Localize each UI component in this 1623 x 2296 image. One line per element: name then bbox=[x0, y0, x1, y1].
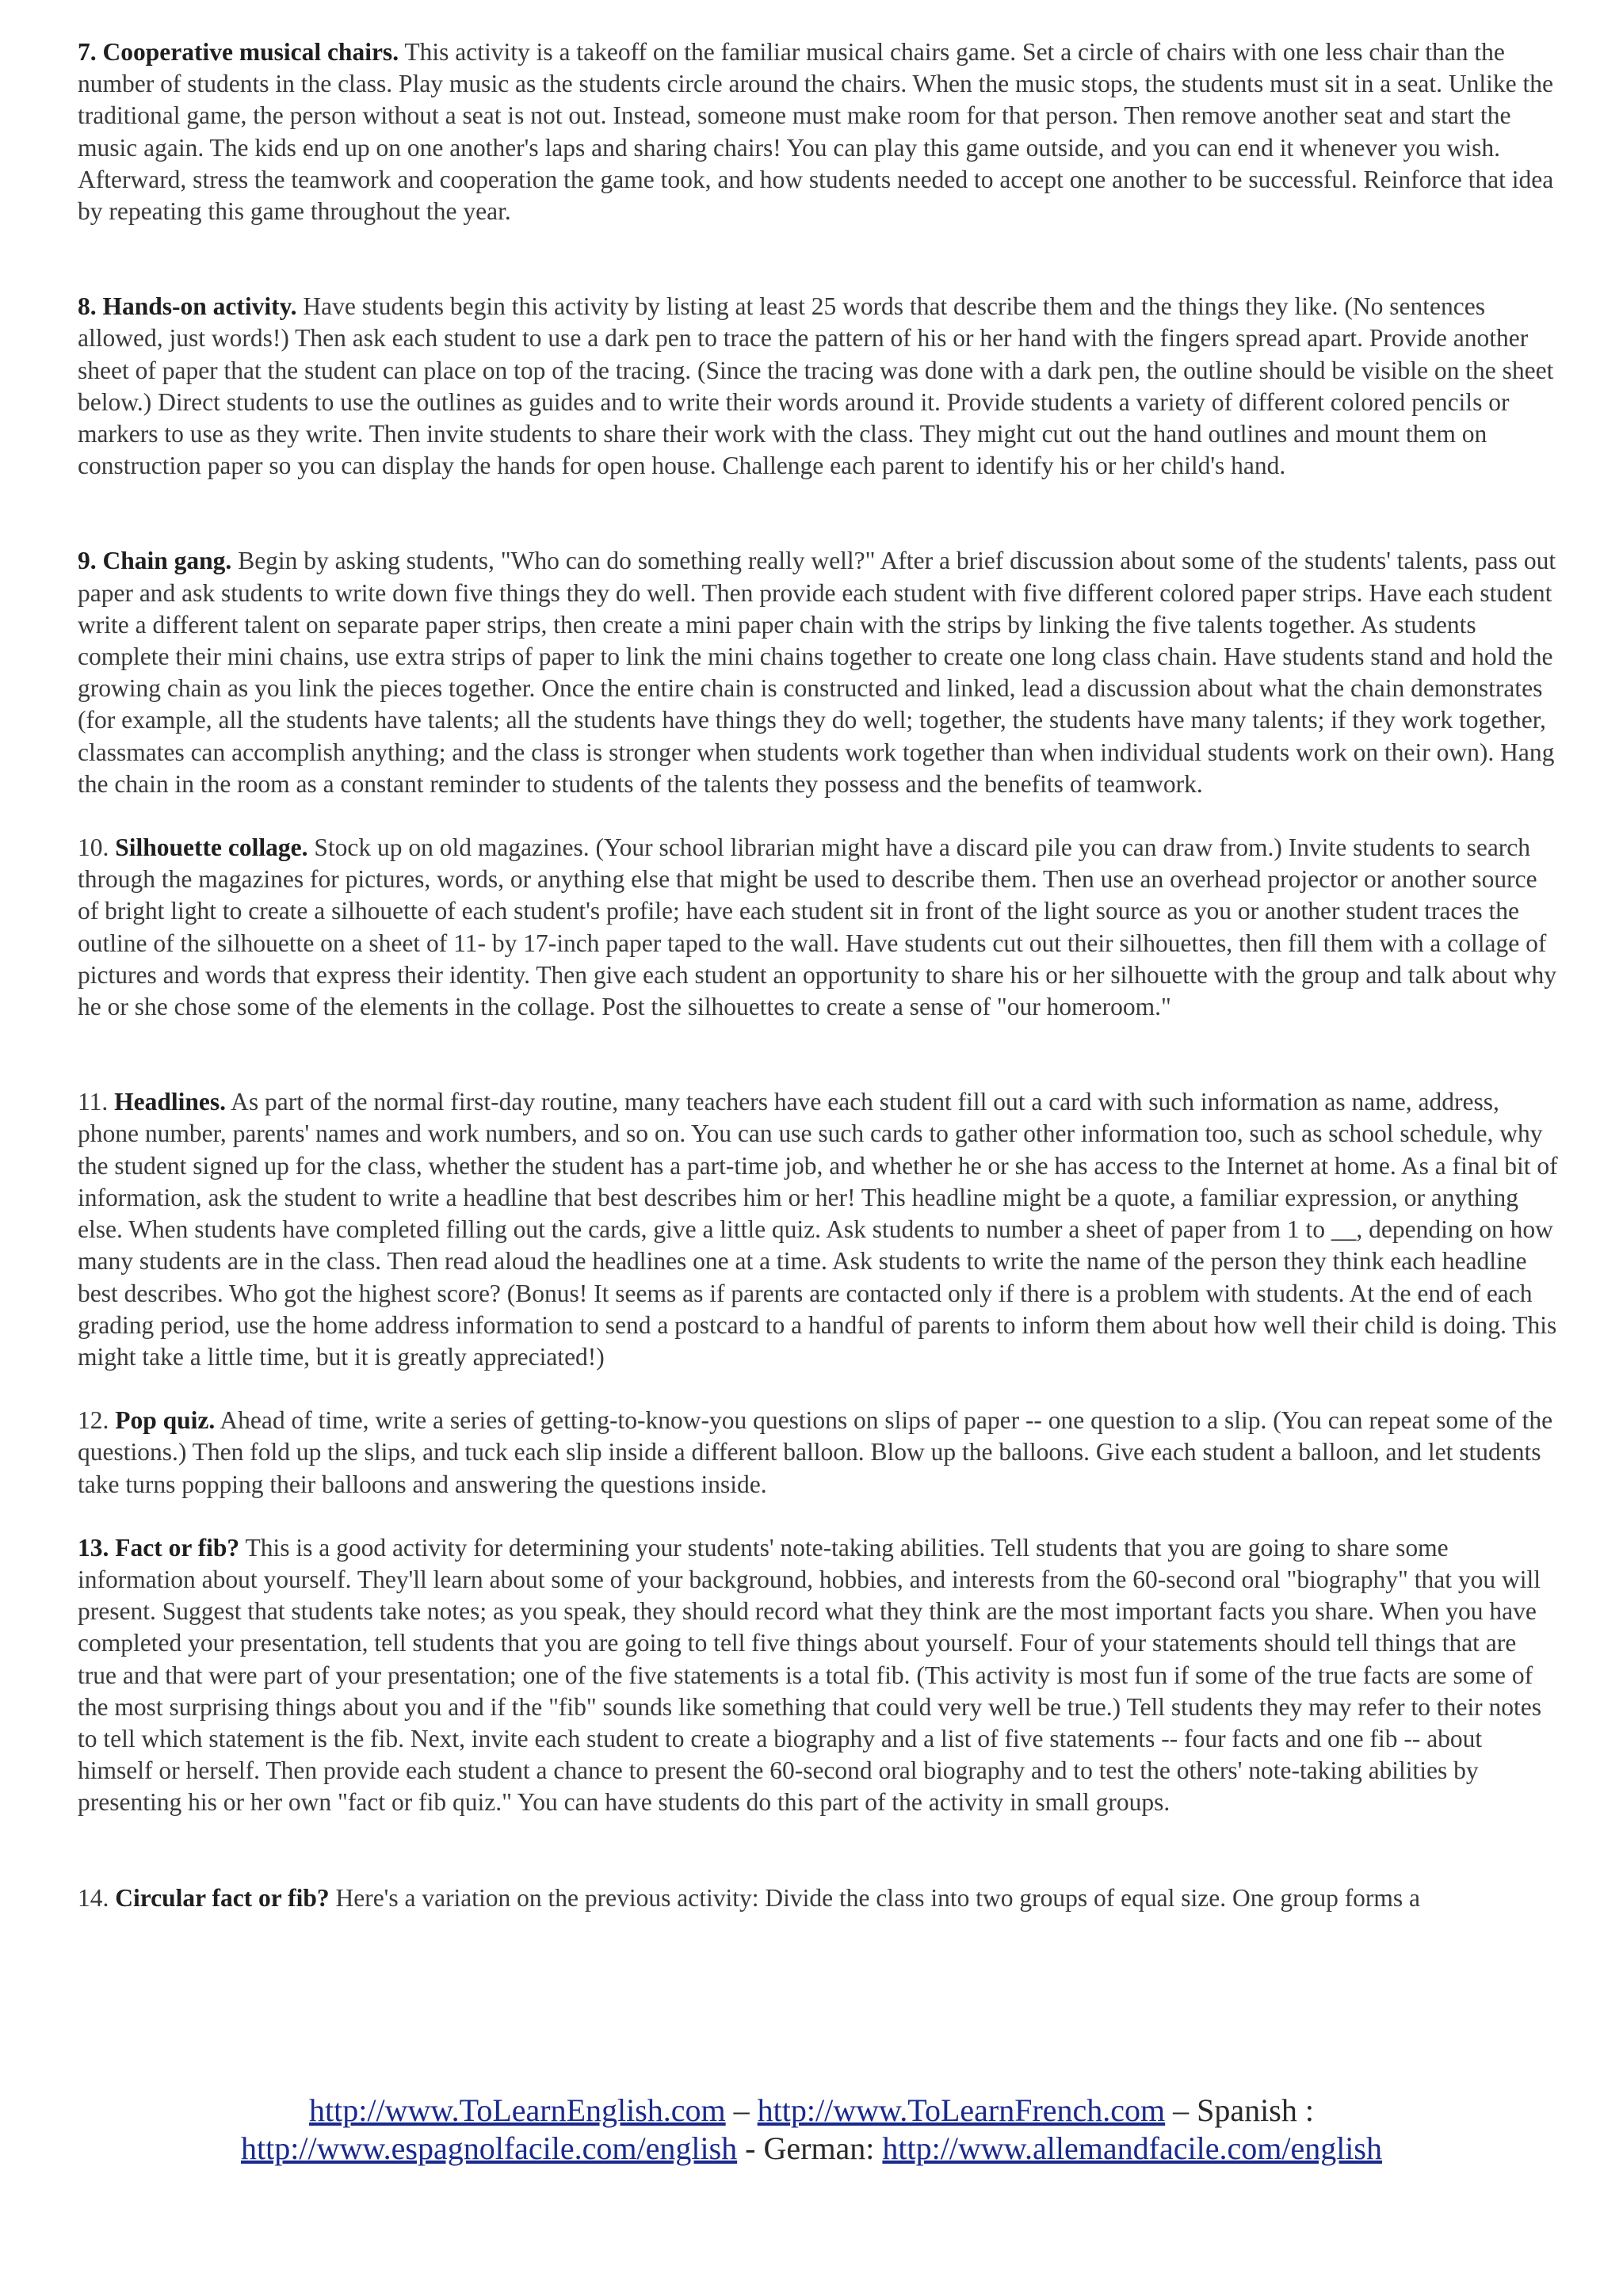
link-tolearnenglish[interactable]: http://www.ToLearnEnglish.com bbox=[309, 2092, 726, 2128]
section-12-title: Pop quiz. bbox=[115, 1406, 216, 1435]
section-8-title: Hands-on activity. bbox=[102, 292, 297, 321]
section-14-title: Circular fact or fib? bbox=[115, 1883, 330, 1912]
link-tolearnfrench[interactable]: http://www.ToLearnFrench.com bbox=[757, 2092, 1166, 2128]
section-14 bbox=[78, 1882, 1561, 1914]
link-allemandfacile[interactable]: http://www.allemandfacile.com/english bbox=[882, 2130, 1382, 2166]
section-9-title: Chain gang. bbox=[102, 547, 232, 575]
section-7-title: Cooperative musical chairs. bbox=[102, 38, 399, 66]
section-12 bbox=[78, 1405, 1561, 1501]
section-11-number: 11. bbox=[78, 1088, 109, 1116]
section-8 bbox=[78, 291, 1561, 482]
section-7 bbox=[78, 36, 1561, 227]
section-12-body: Ahead of time, write a series of getting-to-know-you questions on slips of paper -- one question to a slip. (You can repeat some of the questions.) Then fold up the slips, and tuck each slip inside a different balloon. Blow up the balloons. Give each student a balloon, and let students take turns popping their balloons and answering the questions inside. bbox=[78, 1406, 1553, 1498]
section-10-number: 10. bbox=[78, 833, 109, 862]
document-page bbox=[78, 36, 1561, 1914]
section-12-number: 12. bbox=[78, 1406, 109, 1435]
footer-separator-1: – bbox=[725, 2092, 758, 2128]
link-espagnolfacile[interactable]: http://www.espagnolfacile.com/english bbox=[241, 2130, 738, 2166]
section-14-body: Here's a variation on the previous activity: Divide the class into two groups of equal size. One group forms a bbox=[335, 1883, 1421, 1912]
footer-links bbox=[0, 2092, 1623, 2168]
section-13 bbox=[78, 1532, 1561, 1819]
section-10-body: Stock up on old magazines. (Your school librarian might have a discard pile you can draw from.) Invite students to search through the magazines for pictures, words, or anything else that might be used to describe them. Then use an overhead projector or another source of bright light to create a silhouette of each student's profile; have each student sit in front of the light source as you or another student traces the outline of the silhouette on a sheet of 11- by 17-inch paper taped to the wall. Have students cut out their silhouettes, then fill them with a collage of pictures and words that express their identity. Then give each student an opportunity to share his or her silhouette with the group and talk about why he or she chose some of the elements in the collage. Post the silhouettes to create a sense of "our homeroom." bbox=[78, 833, 1556, 1021]
section-9 bbox=[78, 545, 1561, 800]
footer-line-2 bbox=[0, 2130, 1623, 2168]
section-10-title: Silhouette collage. bbox=[115, 833, 308, 862]
footer-separator-3: - German: bbox=[737, 2130, 883, 2166]
section-13-title: Fact or fib? bbox=[115, 1533, 240, 1562]
section-11 bbox=[78, 1086, 1561, 1373]
footer-line-1 bbox=[0, 2092, 1623, 2130]
footer-separator-2: – Spanish : bbox=[1165, 2092, 1314, 2128]
section-9-number: 9. bbox=[78, 547, 97, 575]
section-7-body: This activity is a takeoff on the familiar musical chairs game. Set a circle of chairs with one less chair than the number of students in the class. Play music as the students circle around the chairs. When the music stops, the students must sit in a seat. Unlike the traditional game, the person without a seat is not out. Instead, someone must make room for that person. Then remove another seat and start the music again. The kids end up on one another's laps and sharing chairs! You can play this game outside, and you can end it whenever you wish. Afterward, stress the teamwork and cooperation the game took, and how students needed to accept one another to be successful. Reinforce that idea by repeating this game throughout the year. bbox=[78, 38, 1554, 226]
section-11-body: As part of the normal first-day routine, many teachers have each student fill out a card with such information as name, address, phone number, parents' names and work numbers, and so on. You can use such cards to gather other information too, such as school schedule, why the student signed up for the class, whether the student has a part-time job, and whether he or she has access to the Internet at home. As a final bit of information, ask the student to write a headline that best describes him or her! This headline might be a quote, a familiar expression, or anything else. When students have completed filling out the cards, give a little quiz. Ask students to number a sheet of paper from 1 to __, depending on how many students are in the class. Then read aloud the headlines one at a time. Ask students to write the name of the person they think each headline best describes. Who got the highest score? (Bonus! It seems as if parents are contacted only if there is a problem with students. At the end of each grading period, use the home address information to send a postcard to a handful of parents to inform them about how well their child is doing. This might take a little time, but it is greatly appreciated!) bbox=[78, 1088, 1558, 1371]
section-8-body: Have students begin this activity by listing at least 25 words that describe them and the things they like. (No sentences allowed, just words!) Then ask each student to use a dark pen to trace the pattern of his or her hand with the fingers spread apart. Provide another sheet of paper that the student can place on top of the tracing. (Since the tracing was done with a dark pen, the outline should be visible on the sheet below.) Direct students to use the outlines as guides and to write their words around it. Provide students a variety of different colored pencils or markers to use as they write. Then invite students to share their work with the class. They might cut out the hand outlines and mount them on construction paper so you can display the hands for open house. Challenge each parent to identify his or her child's hand. bbox=[78, 292, 1554, 480]
section-13-number: 13. bbox=[78, 1533, 109, 1562]
section-13-body: This is a good activity for determining your students' note-taking abilities. Tell students that you are going to share some information about yourself. They'll learn about some of your background, hobbies, and interests from the 60-second oral "biography" that you will present. Suggest that students take notes; as you speak, they should record what they think are the most important facts you share. When you have completed your presentation, tell students that you are going to tell five things about yourself. Four of your statements should tell things that are true and that were part of your presentation; one of the five statements is a total fib. (This activity is most fun if some of the true facts are some of the most surprising things about you and if the "fib" sounds like something that could very well be true.) Tell students they may refer to their notes to tell which statement is the fib. Next, invite each student to create a biography and a list of five statements -- four facts and one fib -- about himself or herself. Then provide each student a chance to present the 60-second oral biography and to test the others' note-taking abilities by presenting his or her own "fact or fib quiz." You can have students do this part of the activity in small groups. bbox=[78, 1533, 1541, 1817]
section-10 bbox=[78, 832, 1561, 1023]
section-7-number: 7. bbox=[78, 38, 97, 66]
section-14-number: 14. bbox=[78, 1883, 109, 1912]
section-9-body: Begin by asking students, "Who can do something really well?" After a brief discussion about some of the students' talents, pass out paper and ask students to write down five things they do well. Then provide each student with five different colored paper strips. Have each student write a different talent on separate paper strips, then create a mini paper chain with the strips by linking the five talents together. As students complete their mini chains, use extra strips of paper to link the mini chains together to create one long class chain. Have students stand and hold the growing chain as you link the pieces together. Once the entire chain is constructed and linked, lead a discussion about what the chain demonstrates (for example, all the students have talents; all the students have things they do well; together, the students have many talents; if they work together, classmates can accomplish anything; and the class is stronger when students work together than when individual students work on their own). Hang the chain in the room as a constant reminder to students of the talents they possess and the benefits of teamwork. bbox=[78, 547, 1556, 798]
section-11-title: Headlines. bbox=[114, 1088, 226, 1116]
section-8-number: 8. bbox=[78, 292, 97, 321]
